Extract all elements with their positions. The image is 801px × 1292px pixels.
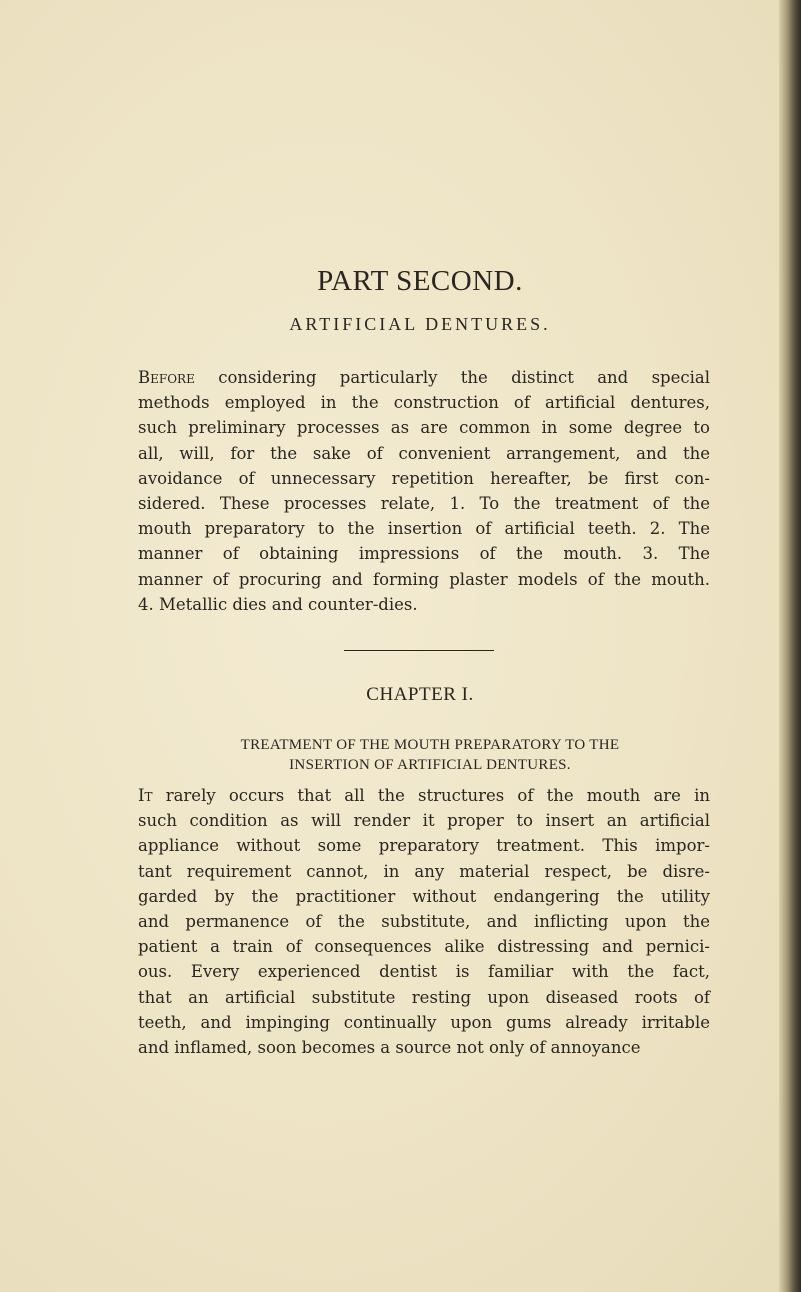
paragraph-line: all, will, for the sake of convenient arrangement, and the (138, 443, 710, 463)
paragraph-line: tant requirement cannot, in any material respect, be disre- (138, 861, 710, 881)
section-subtitle: ARTIFICIAL DENTURES. (289, 314, 551, 334)
paragraph-line: and permanence of the substitute, and inflicting upon the (138, 912, 710, 932)
paragraph-line: methods employed in the construction of artificial dentures, (138, 393, 710, 413)
paragraph-line: mouth preparatory to the insertion of artificial teeth. 2. The (138, 519, 710, 539)
paragraph-line: that an artificial substitute resting upon diseased roots of (138, 987, 710, 1007)
chapter-title: CHAPTER I. (366, 684, 474, 705)
section-divider (344, 650, 494, 651)
paragraph-line: patient a train of consequences alike distressing and pernici- (138, 937, 710, 957)
paragraph-line: appliance without some preparatory treatment. This impor- (138, 836, 710, 856)
drop-lead-word: Before (138, 368, 195, 387)
paragraph-line: ous. Every experienced dentist is familiar with the fact, (138, 962, 710, 982)
body-paragraph (138, 783, 710, 1060)
paragraph-line: garded by the practitioner without endangering the utility (138, 886, 710, 906)
paragraph-line: Before considering particularly the distinct and special (138, 368, 710, 387)
paragraph-line: sidered. These processes relate, 1. To the treatment of the (138, 494, 710, 514)
chapter-subtitle-line: INSERTION OF ARTIFICIAL DENTURES. (289, 757, 571, 773)
chapter-subtitle-line: TREATMENT OF THE MOUTH PREPARATORY TO THE (240, 737, 620, 753)
intro-paragraph (138, 365, 710, 617)
chapter-subtitle (150, 735, 710, 775)
paragraph-line: avoidance of unnecessary repetition hereafter, be first con- (138, 468, 710, 488)
paragraph-line: such condition as will render it proper to insert an artificial (138, 811, 710, 831)
drop-lead-word: It (138, 786, 153, 805)
paragraph-line: teeth, and impinging continually upon gums already irritable (138, 1012, 710, 1032)
page-binding-edge (779, 0, 801, 1292)
paragraph-line: manner of obtaining impressions of the mouth. 3. The (138, 544, 710, 564)
part-title: PART SECOND. (317, 265, 523, 297)
paragraph-line: manner of procuring and forming plaster models of the mouth. (138, 569, 710, 589)
paragraph-line: It rarely occurs that all the structures of the mouth are in (138, 786, 710, 805)
paragraph-line: 4. Metallic dies and counter-dies. (138, 594, 418, 614)
paragraph-line: and inflamed, soon becomes a source not only of annoyance (138, 1038, 641, 1058)
paragraph-line: such preliminary processes as are common in some degree to (138, 418, 710, 438)
